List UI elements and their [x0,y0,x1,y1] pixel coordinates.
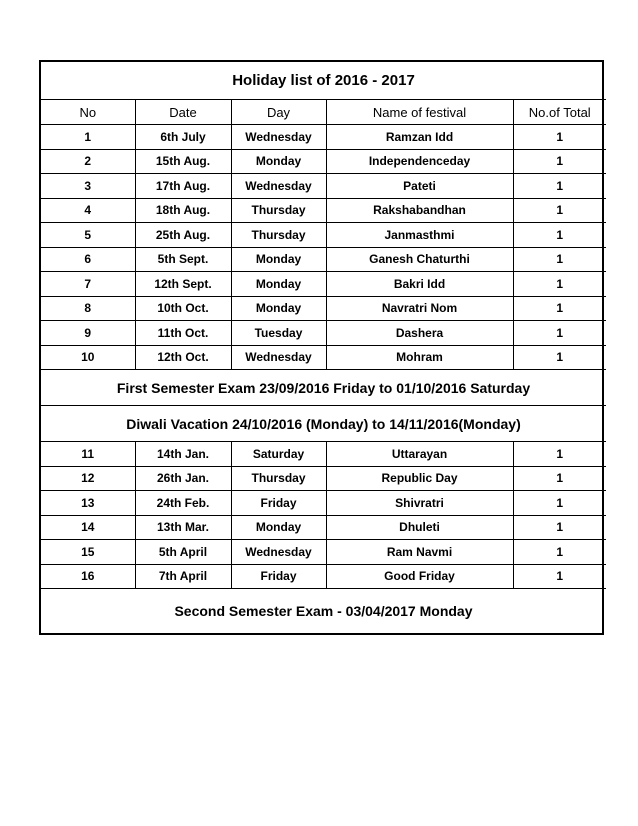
cell-total: 1 [513,296,606,321]
cell-name: Janmasthmi [326,223,513,248]
cell-name: Ramzan Idd [326,125,513,150]
cell-total: 1 [513,321,606,346]
table-row [41,540,606,565]
cell-name: Mohram [326,345,513,370]
cell-no: 8 [41,296,135,321]
cell-date: 17th Aug. [135,174,231,199]
cell-no: 13 [41,491,135,516]
cell-no: 1 [41,125,135,150]
column-header-no: No [41,100,135,125]
cell-total: 1 [513,198,606,223]
cell-name: Republic Day [326,466,513,491]
cell-day: Monday [231,149,326,174]
cell-date: 5th April [135,540,231,565]
cell-day: Friday [231,564,326,589]
cell-date: 5th Sept. [135,247,231,272]
cell-day: Wednesday [231,345,326,370]
cell-day: Monday [231,296,326,321]
cell-name: Bakri Idd [326,272,513,297]
cell-date: 18th Aug. [135,198,231,223]
cell-date: 11th Oct. [135,321,231,346]
table-row [41,442,606,467]
cell-name: Uttarayan [326,442,513,467]
cell-no: 15 [41,540,135,565]
cell-no: 4 [41,198,135,223]
cell-name: Good Friday [326,564,513,589]
table-row [41,125,606,150]
cell-day: Thursday [231,198,326,223]
cell-name: Ram Navmi [326,540,513,565]
table-row [41,564,606,589]
cell-no: 9 [41,321,135,346]
cell-name: Independenceday [326,149,513,174]
cell-no: 10 [41,345,135,370]
cell-no: 14 [41,515,135,540]
table-row [41,345,606,370]
cell-total: 1 [513,272,606,297]
cell-day: Tuesday [231,321,326,346]
cell-total: 1 [513,149,606,174]
cell-total: 1 [513,223,606,248]
cell-date: 25th Aug. [135,223,231,248]
first-semester-note-row [41,370,606,406]
column-header-date: Date [135,100,231,125]
first-semester-note: First Semester Exam 23/09/2016 Friday to 01/10/2016 Saturday [41,370,606,406]
table-row [41,247,606,272]
table-row [41,321,606,346]
cell-name: Shivratri [326,491,513,516]
holiday-list-sheet [39,60,604,635]
table-row [41,149,606,174]
cell-day: Monday [231,515,326,540]
cell-day: Monday [231,272,326,297]
table-row [41,491,606,516]
title-row [41,62,606,100]
cell-no: 16 [41,564,135,589]
cell-total: 1 [513,174,606,199]
table-row [41,296,606,321]
header-row [41,100,606,125]
second-semester-note: Second Semester Exam - 03/04/2017 Monday [41,589,606,634]
cell-day: Wednesday [231,125,326,150]
cell-day: Thursday [231,223,326,248]
cell-date: 12th Oct. [135,345,231,370]
cell-total: 1 [513,491,606,516]
table-row [41,466,606,491]
cell-total: 1 [513,564,606,589]
cell-date: 13th Mar. [135,515,231,540]
cell-day: Wednesday [231,540,326,565]
table-row [41,174,606,199]
cell-total: 1 [513,125,606,150]
page-title: Holiday list of 2016 - 2017 [41,62,606,100]
cell-total: 1 [513,540,606,565]
cell-day: Friday [231,491,326,516]
cell-day: Wednesday [231,174,326,199]
table-row [41,198,606,223]
cell-no: 2 [41,149,135,174]
cell-date: 12th Sept. [135,272,231,297]
column-header-day: Day [231,100,326,125]
cell-date: 6th July [135,125,231,150]
cell-date: 10th Oct. [135,296,231,321]
cell-total: 1 [513,442,606,467]
cell-no: 11 [41,442,135,467]
cell-no: 12 [41,466,135,491]
cell-no: 3 [41,174,135,199]
cell-name: Ganesh Chaturthi [326,247,513,272]
table-row [41,272,606,297]
diwali-vacation-note: Diwali Vacation 24/10/2016 (Monday) to 14/11/2016(Monday) [41,406,606,442]
second-semester-note-row [41,589,606,634]
cell-date: 7th April [135,564,231,589]
cell-day: Saturday [231,442,326,467]
cell-name: Dhuleti [326,515,513,540]
column-header-total: No.of Total [513,100,606,125]
holiday-table [41,62,606,633]
column-header-festival: Name of festival [326,100,513,125]
cell-name: Navratri Nom [326,296,513,321]
table-row [41,223,606,248]
cell-day: Monday [231,247,326,272]
cell-date: 26th Jan. [135,466,231,491]
cell-total: 1 [513,247,606,272]
table-row [41,515,606,540]
cell-no: 7 [41,272,135,297]
cell-day: Thursday [231,466,326,491]
cell-name: Pateti [326,174,513,199]
cell-no: 5 [41,223,135,248]
cell-name: Dashera [326,321,513,346]
cell-total: 1 [513,515,606,540]
cell-date: 15th Aug. [135,149,231,174]
cell-date: 24th Feb. [135,491,231,516]
cell-name: Rakshabandhan [326,198,513,223]
cell-total: 1 [513,466,606,491]
cell-date: 14th Jan. [135,442,231,467]
cell-no: 6 [41,247,135,272]
cell-total: 1 [513,345,606,370]
diwali-vacation-note-row [41,406,606,442]
